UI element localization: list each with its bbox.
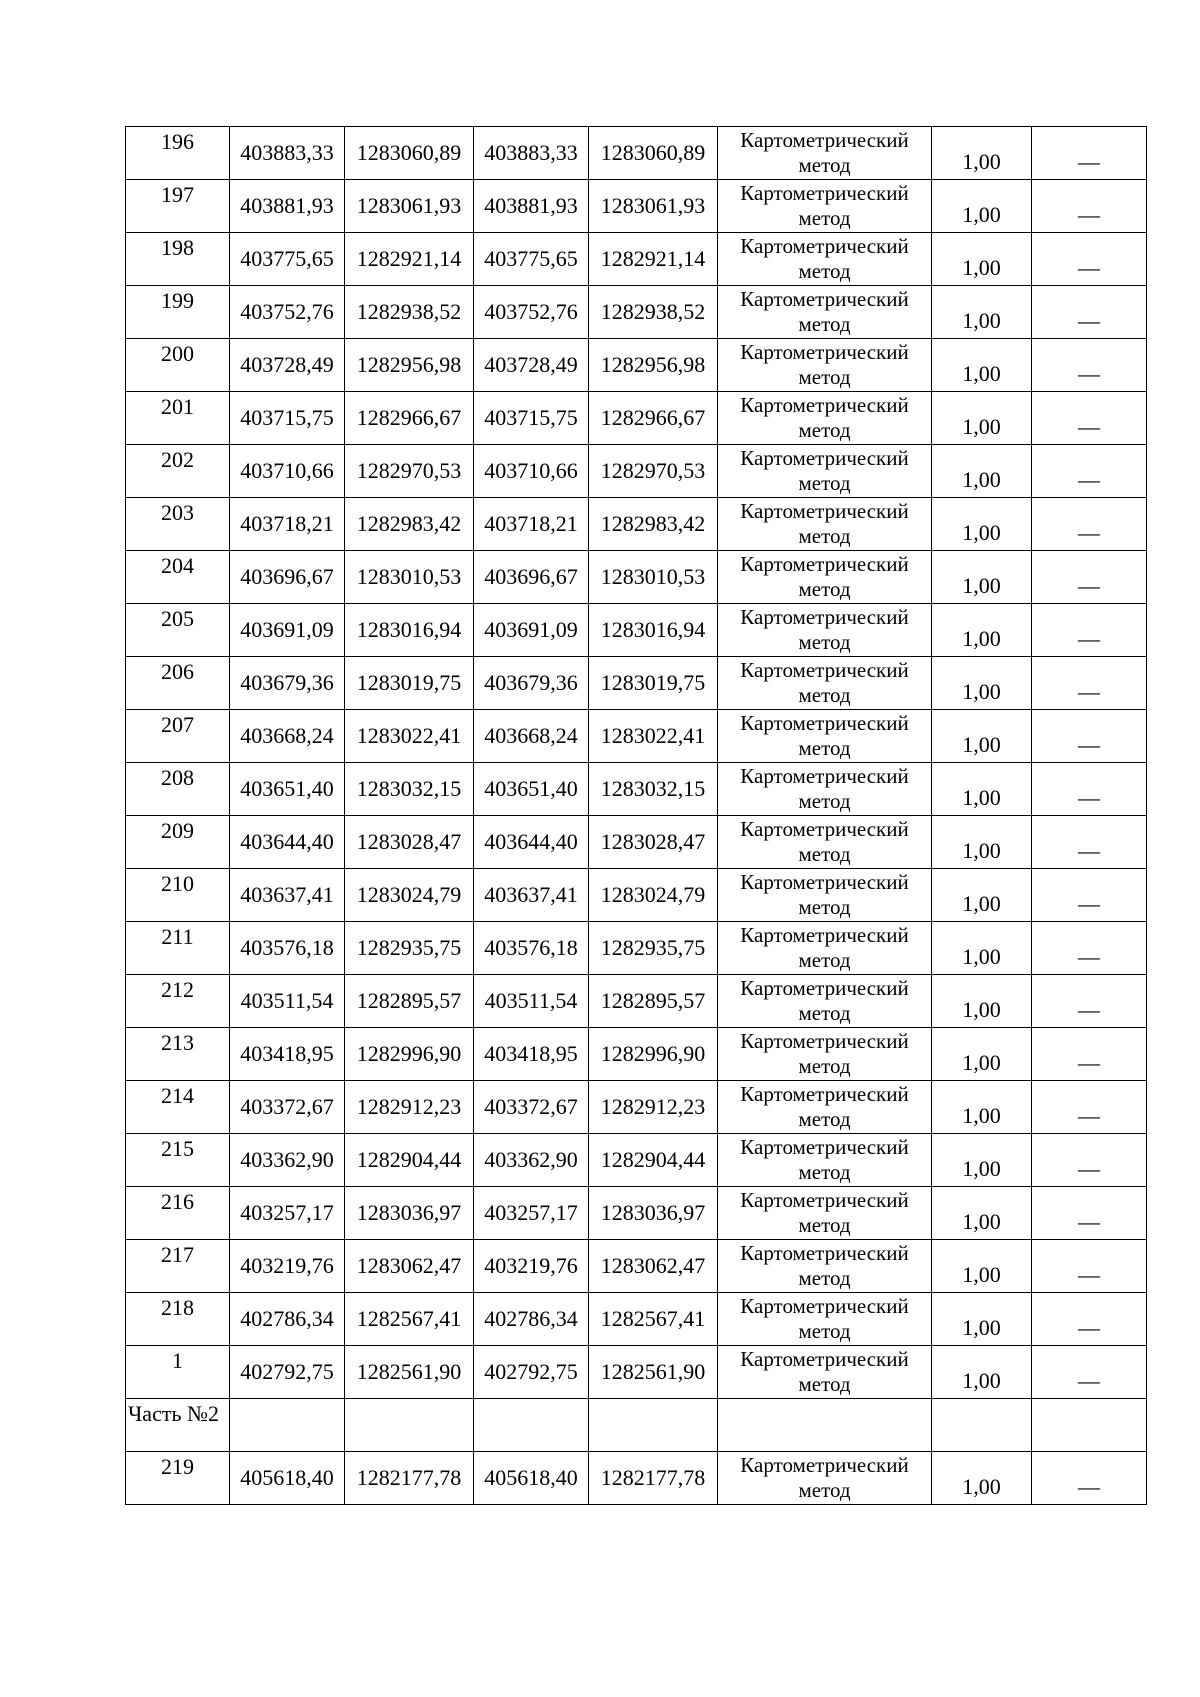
x-coordinate-old: 403576,18 bbox=[230, 922, 345, 975]
method-cell: Картометрический метод bbox=[718, 710, 932, 763]
x-coordinate-old: 403668,24 bbox=[230, 710, 345, 763]
table-row bbox=[126, 710, 1147, 763]
point-number: 200 bbox=[126, 339, 230, 392]
table-row bbox=[126, 1346, 1147, 1399]
table-row bbox=[126, 233, 1147, 286]
y-coordinate-new: 1283036,97 bbox=[589, 1187, 718, 1240]
accuracy-cell: 1,00 bbox=[932, 551, 1032, 604]
y-coordinate-old: 1282904,44 bbox=[345, 1134, 474, 1187]
empty-cell bbox=[932, 1399, 1032, 1452]
table-row bbox=[126, 763, 1147, 816]
accuracy-cell: 1,00 bbox=[932, 1028, 1032, 1081]
accuracy-cell: 1,00 bbox=[932, 922, 1032, 975]
x-coordinate-old: 403257,17 bbox=[230, 1187, 345, 1240]
y-coordinate-new: 1283019,75 bbox=[589, 657, 718, 710]
y-coordinate-old: 1282177,78 bbox=[345, 1452, 474, 1505]
method-cell: Картометрический метод bbox=[718, 763, 932, 816]
table-row bbox=[126, 816, 1147, 869]
empty-cell bbox=[474, 1399, 589, 1452]
y-coordinate-old: 1283062,47 bbox=[345, 1240, 474, 1293]
x-coordinate-new: 403775,65 bbox=[474, 233, 589, 286]
description-cell: — bbox=[1032, 127, 1147, 180]
description-cell: — bbox=[1032, 922, 1147, 975]
method-cell: Картометрический метод bbox=[718, 816, 932, 869]
y-coordinate-old: 1282912,23 bbox=[345, 1081, 474, 1134]
y-coordinate-old: 1283022,41 bbox=[345, 710, 474, 763]
accuracy-cell: 1,00 bbox=[932, 286, 1032, 339]
method-cell: Картометрический метод bbox=[718, 445, 932, 498]
x-coordinate-new: 403696,67 bbox=[474, 551, 589, 604]
point-number: 206 bbox=[126, 657, 230, 710]
table-row bbox=[126, 286, 1147, 339]
table-row bbox=[126, 975, 1147, 1028]
point-number: 208 bbox=[126, 763, 230, 816]
method-cell: Картометрический метод bbox=[718, 339, 932, 392]
x-coordinate-old: 403511,54 bbox=[230, 975, 345, 1028]
point-number: 205 bbox=[126, 604, 230, 657]
point-number: 213 bbox=[126, 1028, 230, 1081]
section-label: Часть №2 bbox=[126, 1399, 230, 1452]
y-coordinate-new: 1282938,52 bbox=[589, 286, 718, 339]
x-coordinate-old: 403637,41 bbox=[230, 869, 345, 922]
table-row bbox=[126, 1081, 1147, 1134]
description-cell: — bbox=[1032, 551, 1147, 604]
accuracy-cell: 1,00 bbox=[932, 1346, 1032, 1399]
x-coordinate-new: 403644,40 bbox=[474, 816, 589, 869]
y-coordinate-new: 1282996,90 bbox=[589, 1028, 718, 1081]
description-cell: — bbox=[1032, 975, 1147, 1028]
x-coordinate-old: 403362,90 bbox=[230, 1134, 345, 1187]
accuracy-cell: 1,00 bbox=[932, 127, 1032, 180]
x-coordinate-old: 403775,65 bbox=[230, 233, 345, 286]
y-coordinate-new: 1282970,53 bbox=[589, 445, 718, 498]
method-cell: Картометрический метод bbox=[718, 127, 932, 180]
table-row bbox=[126, 445, 1147, 498]
y-coordinate-old: 1283019,75 bbox=[345, 657, 474, 710]
accuracy-cell: 1,00 bbox=[932, 392, 1032, 445]
y-coordinate-new: 1282177,78 bbox=[589, 1452, 718, 1505]
x-coordinate-old: 403679,36 bbox=[230, 657, 345, 710]
x-coordinate-new: 403219,76 bbox=[474, 1240, 589, 1293]
table-row bbox=[126, 180, 1147, 233]
point-number: 1 bbox=[126, 1346, 230, 1399]
x-coordinate-old: 403696,67 bbox=[230, 551, 345, 604]
point-number: 218 bbox=[126, 1293, 230, 1346]
point-number: 210 bbox=[126, 869, 230, 922]
method-cell: Картометрический метод bbox=[718, 392, 932, 445]
y-coordinate-old: 1282956,98 bbox=[345, 339, 474, 392]
accuracy-cell: 1,00 bbox=[932, 339, 1032, 392]
point-number: 214 bbox=[126, 1081, 230, 1134]
x-coordinate-new: 403362,90 bbox=[474, 1134, 589, 1187]
x-coordinate-new: 403752,76 bbox=[474, 286, 589, 339]
x-coordinate-old: 403691,09 bbox=[230, 604, 345, 657]
method-cell: Картометрический метод bbox=[718, 1081, 932, 1134]
method-cell: Картометрический метод bbox=[718, 1134, 932, 1187]
empty-cell bbox=[589, 1399, 718, 1452]
accuracy-cell: 1,00 bbox=[932, 816, 1032, 869]
y-coordinate-old: 1283010,53 bbox=[345, 551, 474, 604]
description-cell: — bbox=[1032, 498, 1147, 551]
x-coordinate-new: 403883,33 bbox=[474, 127, 589, 180]
point-number: 211 bbox=[126, 922, 230, 975]
coordinates-table bbox=[125, 126, 1147, 1505]
method-cell: Картометрический метод bbox=[718, 922, 932, 975]
x-coordinate-new: 403372,67 bbox=[474, 1081, 589, 1134]
description-cell: — bbox=[1032, 286, 1147, 339]
y-coordinate-old: 1282935,75 bbox=[345, 922, 474, 975]
y-coordinate-old: 1283061,93 bbox=[345, 180, 474, 233]
point-number: 216 bbox=[126, 1187, 230, 1240]
y-coordinate-old: 1282938,52 bbox=[345, 286, 474, 339]
accuracy-cell: 1,00 bbox=[932, 604, 1032, 657]
x-coordinate-old: 403219,76 bbox=[230, 1240, 345, 1293]
y-coordinate-old: 1282561,90 bbox=[345, 1346, 474, 1399]
x-coordinate-new: 403511,54 bbox=[474, 975, 589, 1028]
point-number: 199 bbox=[126, 286, 230, 339]
point-number: 197 bbox=[126, 180, 230, 233]
accuracy-cell: 1,00 bbox=[932, 975, 1032, 1028]
x-coordinate-new: 403728,49 bbox=[474, 339, 589, 392]
table-row bbox=[126, 498, 1147, 551]
y-coordinate-new: 1282935,75 bbox=[589, 922, 718, 975]
x-coordinate-new: 403715,75 bbox=[474, 392, 589, 445]
method-cell: Картометрический метод bbox=[718, 1452, 932, 1505]
y-coordinate-old: 1282921,14 bbox=[345, 233, 474, 286]
point-number: 217 bbox=[126, 1240, 230, 1293]
point-number: 212 bbox=[126, 975, 230, 1028]
y-coordinate-new: 1282561,90 bbox=[589, 1346, 718, 1399]
accuracy-cell: 1,00 bbox=[932, 657, 1032, 710]
point-number: 198 bbox=[126, 233, 230, 286]
x-coordinate-new: 403637,41 bbox=[474, 869, 589, 922]
description-cell: — bbox=[1032, 816, 1147, 869]
x-coordinate-new: 403668,24 bbox=[474, 710, 589, 763]
description-cell: — bbox=[1032, 445, 1147, 498]
y-coordinate-old: 1282996,90 bbox=[345, 1028, 474, 1081]
y-coordinate-old: 1283024,79 bbox=[345, 869, 474, 922]
method-cell: Картометрический метод bbox=[718, 498, 932, 551]
x-coordinate-old: 403372,67 bbox=[230, 1081, 345, 1134]
y-coordinate-new: 1283062,47 bbox=[589, 1240, 718, 1293]
accuracy-cell: 1,00 bbox=[932, 1293, 1032, 1346]
x-coordinate-old: 403752,76 bbox=[230, 286, 345, 339]
accuracy-cell: 1,00 bbox=[932, 710, 1032, 763]
y-coordinate-old: 1282983,42 bbox=[345, 498, 474, 551]
description-cell: — bbox=[1032, 710, 1147, 763]
table-body bbox=[126, 127, 1147, 1505]
y-coordinate-new: 1283016,94 bbox=[589, 604, 718, 657]
method-cell: Картометрический метод bbox=[718, 233, 932, 286]
x-coordinate-new: 403718,21 bbox=[474, 498, 589, 551]
description-cell: — bbox=[1032, 392, 1147, 445]
x-coordinate-old: 403881,93 bbox=[230, 180, 345, 233]
x-coordinate-new: 402786,34 bbox=[474, 1293, 589, 1346]
x-coordinate-new: 403257,17 bbox=[474, 1187, 589, 1240]
description-cell: — bbox=[1032, 180, 1147, 233]
x-coordinate-new: 403651,40 bbox=[474, 763, 589, 816]
accuracy-cell: 1,00 bbox=[932, 233, 1032, 286]
accuracy-cell: 1,00 bbox=[932, 763, 1032, 816]
accuracy-cell: 1,00 bbox=[932, 180, 1032, 233]
accuracy-cell: 1,00 bbox=[932, 1187, 1032, 1240]
accuracy-cell: 1,00 bbox=[932, 869, 1032, 922]
table-row bbox=[126, 869, 1147, 922]
x-coordinate-new: 402792,75 bbox=[474, 1346, 589, 1399]
y-coordinate-old: 1283032,15 bbox=[345, 763, 474, 816]
method-cell: Картометрический метод bbox=[718, 1346, 932, 1399]
empty-cell bbox=[718, 1399, 932, 1452]
accuracy-cell: 1,00 bbox=[932, 1081, 1032, 1134]
accuracy-cell: 1,00 bbox=[932, 445, 1032, 498]
y-coordinate-new: 1282895,57 bbox=[589, 975, 718, 1028]
y-coordinate-new: 1282904,44 bbox=[589, 1134, 718, 1187]
y-coordinate-new: 1282921,14 bbox=[589, 233, 718, 286]
y-coordinate-old: 1283016,94 bbox=[345, 604, 474, 657]
accuracy-cell: 1,00 bbox=[932, 1134, 1032, 1187]
x-coordinate-old: 402786,34 bbox=[230, 1293, 345, 1346]
method-cell: Картометрический метод bbox=[718, 1028, 932, 1081]
table-section-row bbox=[126, 1399, 1147, 1452]
y-coordinate-new: 1282983,42 bbox=[589, 498, 718, 551]
empty-cell bbox=[1032, 1399, 1147, 1452]
y-coordinate-new: 1283024,79 bbox=[589, 869, 718, 922]
accuracy-cell: 1,00 bbox=[932, 1240, 1032, 1293]
y-coordinate-new: 1283060,89 bbox=[589, 127, 718, 180]
table-row bbox=[126, 604, 1147, 657]
x-coordinate-old: 403718,21 bbox=[230, 498, 345, 551]
method-cell: Картометрический метод bbox=[718, 286, 932, 339]
method-cell: Картометрический метод bbox=[718, 604, 932, 657]
accuracy-cell: 1,00 bbox=[932, 1452, 1032, 1505]
table-row bbox=[126, 1240, 1147, 1293]
table-row bbox=[126, 657, 1147, 710]
x-coordinate-old: 403715,75 bbox=[230, 392, 345, 445]
method-cell: Картометрический метод bbox=[718, 1240, 932, 1293]
y-coordinate-new: 1282567,41 bbox=[589, 1293, 718, 1346]
point-number: 196 bbox=[126, 127, 230, 180]
description-cell: — bbox=[1032, 604, 1147, 657]
x-coordinate-old: 403644,40 bbox=[230, 816, 345, 869]
x-coordinate-old: 405618,40 bbox=[230, 1452, 345, 1505]
table-row bbox=[126, 1452, 1147, 1505]
method-cell: Картометрический метод bbox=[718, 1187, 932, 1240]
description-cell: — bbox=[1032, 1134, 1147, 1187]
description-cell: — bbox=[1032, 233, 1147, 286]
description-cell: — bbox=[1032, 869, 1147, 922]
description-cell: — bbox=[1032, 1293, 1147, 1346]
x-coordinate-old: 403710,66 bbox=[230, 445, 345, 498]
description-cell: — bbox=[1032, 1240, 1147, 1293]
y-coordinate-new: 1283061,93 bbox=[589, 180, 718, 233]
table-row bbox=[126, 922, 1147, 975]
y-coordinate-new: 1283022,41 bbox=[589, 710, 718, 763]
y-coordinate-old: 1282895,57 bbox=[345, 975, 474, 1028]
x-coordinate-new: 403691,09 bbox=[474, 604, 589, 657]
description-cell: — bbox=[1032, 339, 1147, 392]
y-coordinate-new: 1282956,98 bbox=[589, 339, 718, 392]
y-coordinate-new: 1283032,15 bbox=[589, 763, 718, 816]
y-coordinate-old: 1282966,67 bbox=[345, 392, 474, 445]
y-coordinate-old: 1283036,97 bbox=[345, 1187, 474, 1240]
table-row bbox=[126, 127, 1147, 180]
x-coordinate-new: 403576,18 bbox=[474, 922, 589, 975]
x-coordinate-new: 403418,95 bbox=[474, 1028, 589, 1081]
method-cell: Картометрический метод bbox=[718, 180, 932, 233]
method-cell: Картометрический метод bbox=[718, 1293, 932, 1346]
point-number: 204 bbox=[126, 551, 230, 604]
x-coordinate-new: 403679,36 bbox=[474, 657, 589, 710]
y-coordinate-new: 1282912,23 bbox=[589, 1081, 718, 1134]
x-coordinate-old: 403651,40 bbox=[230, 763, 345, 816]
table-row bbox=[126, 1028, 1147, 1081]
y-coordinate-old: 1282567,41 bbox=[345, 1293, 474, 1346]
method-cell: Картометрический метод bbox=[718, 657, 932, 710]
method-cell: Картометрический метод bbox=[718, 869, 932, 922]
description-cell: — bbox=[1032, 1187, 1147, 1240]
y-coordinate-new: 1283028,47 bbox=[589, 816, 718, 869]
table-row bbox=[126, 551, 1147, 604]
point-number: 202 bbox=[126, 445, 230, 498]
table-row bbox=[126, 1187, 1147, 1240]
table-row bbox=[126, 339, 1147, 392]
x-coordinate-old: 402792,75 bbox=[230, 1346, 345, 1399]
x-coordinate-new: 403881,93 bbox=[474, 180, 589, 233]
point-number: 219 bbox=[126, 1452, 230, 1505]
point-number: 209 bbox=[126, 816, 230, 869]
x-coordinate-new: 405618,40 bbox=[474, 1452, 589, 1505]
description-cell: — bbox=[1032, 763, 1147, 816]
x-coordinate-old: 403728,49 bbox=[230, 339, 345, 392]
method-cell: Картометрический метод bbox=[718, 975, 932, 1028]
y-coordinate-new: 1282966,67 bbox=[589, 392, 718, 445]
x-coordinate-old: 403883,33 bbox=[230, 127, 345, 180]
description-cell: — bbox=[1032, 1081, 1147, 1134]
table-row bbox=[126, 1293, 1147, 1346]
table-row bbox=[126, 1134, 1147, 1187]
y-coordinate-old: 1283060,89 bbox=[345, 127, 474, 180]
y-coordinate-old: 1283028,47 bbox=[345, 816, 474, 869]
empty-cell bbox=[345, 1399, 474, 1452]
accuracy-cell: 1,00 bbox=[932, 498, 1032, 551]
x-coordinate-new: 403710,66 bbox=[474, 445, 589, 498]
point-number: 201 bbox=[126, 392, 230, 445]
description-cell: — bbox=[1032, 1346, 1147, 1399]
point-number: 203 bbox=[126, 498, 230, 551]
description-cell: — bbox=[1032, 1452, 1147, 1505]
y-coordinate-old: 1282970,53 bbox=[345, 445, 474, 498]
table-row bbox=[126, 392, 1147, 445]
empty-cell bbox=[230, 1399, 345, 1452]
point-number: 207 bbox=[126, 710, 230, 763]
method-cell: Картометрический метод bbox=[718, 551, 932, 604]
x-coordinate-old: 403418,95 bbox=[230, 1028, 345, 1081]
description-cell: — bbox=[1032, 657, 1147, 710]
point-number: 215 bbox=[126, 1134, 230, 1187]
description-cell: — bbox=[1032, 1028, 1147, 1081]
y-coordinate-new: 1283010,53 bbox=[589, 551, 718, 604]
